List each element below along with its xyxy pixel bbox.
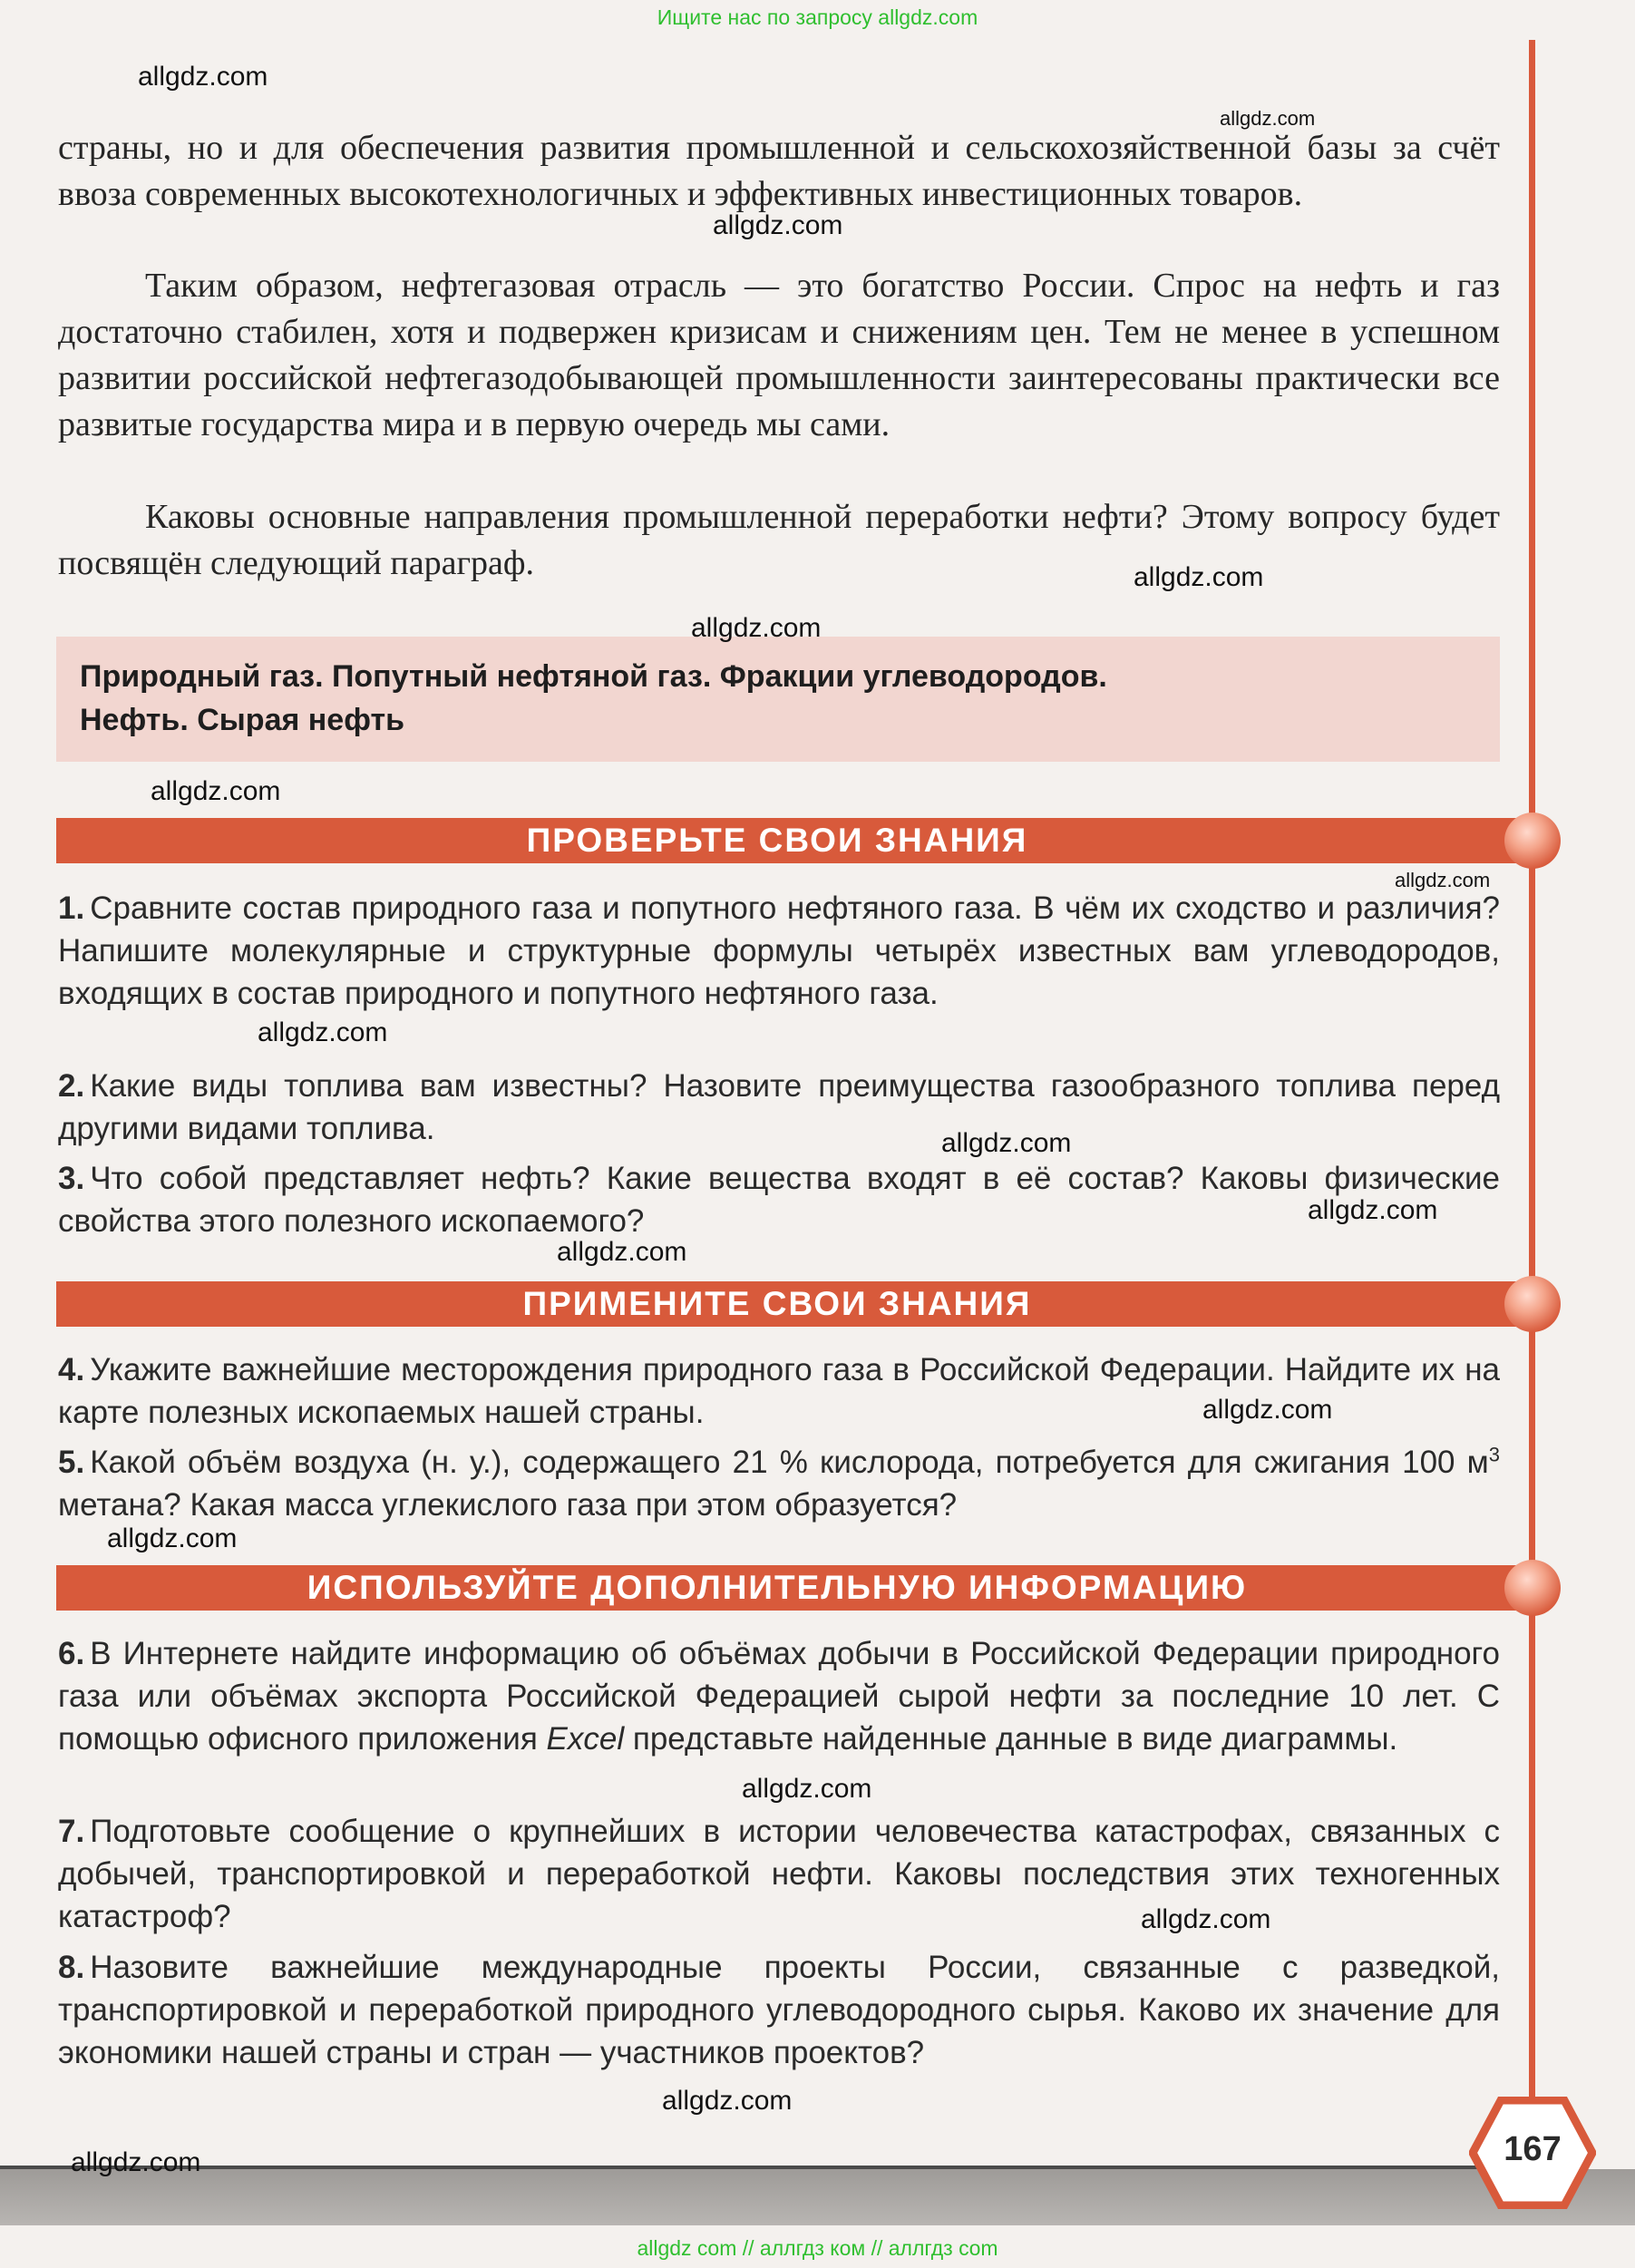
question-text: Подготовьте сообщение о крупнейших в истории человечества катастрофах, связанных с добычей, транспортировкой и переработкой нефти. Каковы последствия этих техногенных катастроф? [58,1814,1500,1934]
question-text: Сравните состав природного газа и попутного нефтяного газа. В чём их сходство и различия? Напишите молекулярные и структурные формулы четырёх известных вам углеводородов, входящих в состав природного и попутного нефтяного газа. [58,891,1500,1011]
question-number: 8. [58,1950,85,1985]
question-2 [58,1065,1500,1150]
keywords-line-1: Природный газ. Попутный нефтяной газ. Фракции углеводородов. [80,659,1107,694]
right-margin-rule [1529,40,1535,2162]
question-text-b: метана? Какая масса углекислого газа при этом образуется? [58,1487,958,1523]
watermark: allgdz.com [742,1774,872,1804]
watermark: allgdz.com [71,2147,201,2177]
watermark: allgdz.com [557,1237,687,1267]
paragraph-2: Таким образом, нефтегазовая отрасль — это богатство России. Спрос на нефть и газ достаточно стабилен, хотя и подвержен кризисам и снижениям цен. Тем не менее в успешном развитии российской нефтегазодобывающей промышленности заинтересованы практически все развитые государства мира и в первую очередь мы сами. [58,267,1500,443]
question-number: 6. [58,1636,85,1671]
question-3 [58,1157,1500,1242]
question-number: 5. [58,1445,85,1480]
excel-term: Excel [546,1721,625,1757]
section-header-apply: ПРИМЕНИТЕ СВОИ ЗНАНИЯ [56,1281,1534,1327]
paragraph-1: страны, но и для обеспечения развития промышленной и сельскохозяйственной базы за счёт ввоза современных высокотехнологичных и эффективных инвестиционных товаров. [58,129,1500,213]
watermark: allgdz.com [941,1128,1072,1158]
watermark: allgdz.com [1141,1904,1271,1934]
question-1 [58,887,1500,1015]
keywords-box [56,637,1500,762]
watermark: allgdz.com [151,776,281,806]
watermark: allgdz.com [662,2086,793,2116]
paragraph-3: Каковы основные направления промышленной переработки нефти? Этому вопросу будет посвящён следующий параграф. [58,498,1500,582]
watermark: allgdz.com [258,1017,388,1047]
question-8 [58,1946,1500,2074]
watermark: allgdz.com [1220,107,1316,130]
watermark: allgdz.com [1395,869,1491,891]
footer-strip [0,2169,1635,2225]
question-text: Назовите важнейшие международные проекты России, связанные с разведкой, транспортировкой и переработкой природного углеводородного сырья. Каково их значение для экономики нашей страны и стран — участников проектов? [58,1950,1500,2070]
question-6 [58,1632,1500,1760]
question-text-a: Какой объём воздуха (н. у.), содержащего 21 % кислорода, потребуется для сжигания 100 м [90,1445,1489,1480]
question-number: 2. [58,1068,85,1104]
question-text: Какие виды топлива вам известны? Назовите преимущества газообразного топлива перед другими видами топлива. [58,1068,1500,1146]
question-text: Укажите важнейшие месторождения природного газа в Российской Федерации. Найдите их на карте полезных ископаемых нашей страны. [58,1352,1500,1430]
section-knob-icon [1504,1276,1561,1332]
question-number: 1. [58,891,85,926]
keywords-line-2: Нефть. Сырая нефть [80,703,405,737]
question-5 [58,1441,1500,1526]
top-banner[interactable]: Ищите нас по запросу allgdz.com [657,5,978,29]
question-number: 7. [58,1814,85,1849]
superscript: 3 [1488,1443,1500,1466]
question-text: Что собой представляет нефть? Какие вещества входят в её состав? Каковы физические свойства этого полезного ископаемого? [58,1161,1500,1239]
question-number: 4. [58,1352,85,1387]
question-text-b: представьте найденные данные в виде диаграммы. [624,1721,1398,1757]
bottom-banner[interactable]: allgdz com // аллгдз ком // аллгдз com [637,2236,998,2260]
watermark: allgdz.com [107,1523,238,1553]
page-number: 167 [1504,2130,1562,2168]
watermark: allgdz.com [713,210,843,240]
question-7 [58,1810,1500,1938]
section-knob-icon [1504,1560,1561,1616]
section-header-check: ПРОВЕРЬТЕ СВОИ ЗНАНИЯ [56,818,1534,863]
section-knob-icon [1504,813,1561,869]
question-text-a: В Интернете найдите информацию об объёмах добычи в Российской Федерации природного газа или объёмах экспорта Российской Федерацией сырой нефти за последние 10 лет. С помощью офисного приложения [58,1636,1500,1757]
watermark: allgdz.com [1202,1395,1333,1425]
watermark: allgdz.com [138,62,268,92]
section-header-extra: ИСПОЛЬЗУЙТЕ ДОПОЛНИТЕЛЬНУЮ ИНФОРМАЦИЮ [56,1565,1534,1611]
question-number: 3. [58,1161,85,1196]
watermark: allgdz.com [691,613,822,643]
watermark: allgdz.com [1308,1195,1438,1225]
watermark: allgdz.com [1134,562,1264,592]
